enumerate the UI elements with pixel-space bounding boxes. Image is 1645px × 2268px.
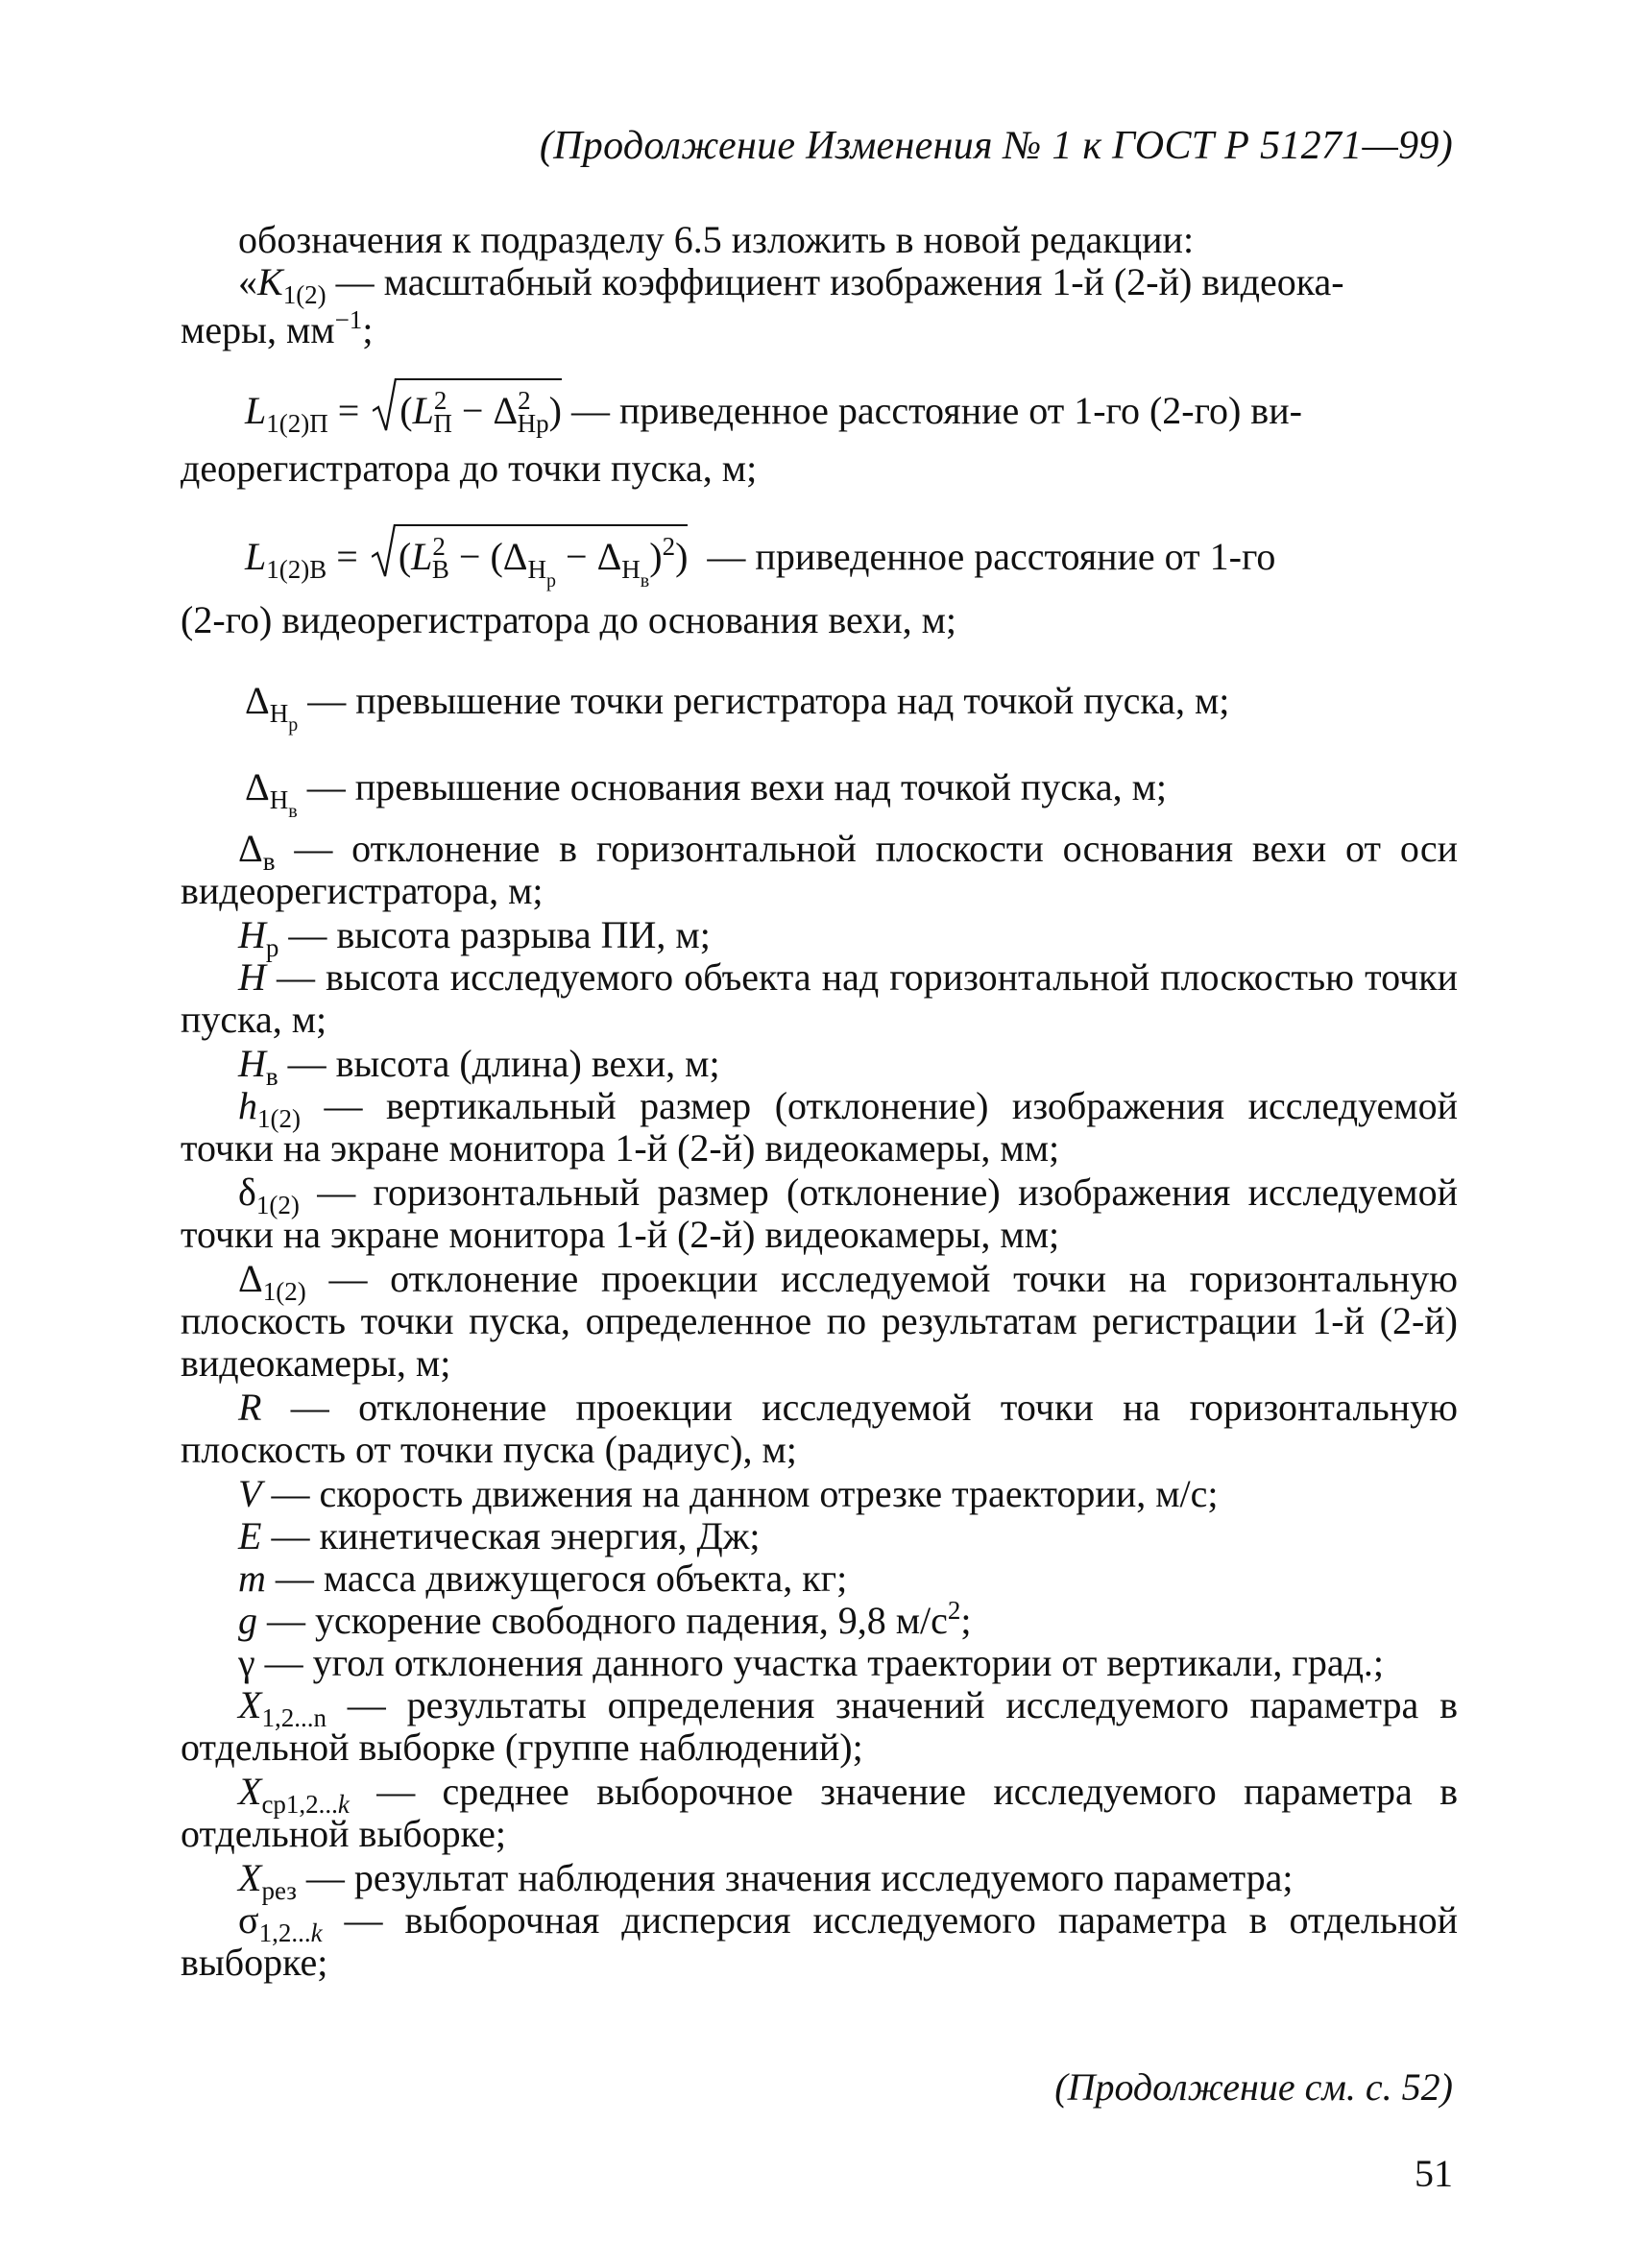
hp-definition: $H_р$ — высота разрыва ПИ, м;	[238, 913, 711, 962]
intro-line: обозначения к подразделу 6.5 изложить в новой редакции:	[238, 218, 1195, 261]
x12n-definition: $X_{1,2...n}$ — результаты определения значений исследуемого параметра в отдельной выборке (группе наблюдений);	[181, 1683, 1458, 1769]
hv-definition: $H_в$ — высота (длина) вехи, м;	[238, 1042, 720, 1091]
page-number: 51	[1415, 2152, 1453, 2195]
e-definition: E — кинетическая энергия, Дж;	[238, 1514, 761, 1557]
r-definition: R — отклонение проекции исследуемой точки на горизонтальную плоскость от точки пуска (радиус), м;	[181, 1386, 1458, 1471]
g-definition: g — ускорение свободного падения, 9,8 $м/с^2$;	[238, 1596, 972, 1642]
lp-formula: $L_{1(2)П}$ = $(L^2_П - \Delta^2_{Нр})$ — приведенное расстояние от 1-го (2-го) ви-	[245, 388, 1302, 433]
page-header: (Продолжение Изменения № 1 к ГОСТ Р 51271—99)	[539, 124, 1453, 168]
h-definition: H — высота исследуемого объекта над горизонтальной плоскостью точки пуска, м;	[181, 955, 1458, 1041]
gamma-definition: γ — угол отклонения данного участка траектории от вертикали, град.;	[238, 1641, 1385, 1684]
continuation-note: (Продолжение см. с. 52)	[1054, 2065, 1453, 2109]
v-definition: V — скорость движения на данном отрезке траектории, м/с;	[238, 1472, 1219, 1515]
dv-definition: $\Delta_в$ — отклонение в горизонтальной плоскости основания вехи от оси видеорегистратора, м;	[181, 827, 1458, 912]
dhr-definition: $\Delta_{Н_р}$ — превышение точки регистратора над точкой пуска, м;	[245, 679, 1230, 736]
Delta12-definition: $\Delta_{1(2)}$ — отклонение проекции исследуемой точки на горизонтальную плоскость точки пуска, определенное по результатам регистрации 1-й (2-й) видеокамеры, м;	[181, 1257, 1458, 1385]
m-definition: m — масса движущегося объекта, кг;	[238, 1556, 848, 1600]
k-definition: «$K_{1(2)}$ — масштабный коэффициент изображения 1-й (2-й) видеока-	[238, 260, 1344, 309]
delta12-definition: $\delta_{1(2)}$ — горизонтальный размер (отклонение) изображения исследуемой точки на экране монитора 1-й (2-й) видеокамеры, мм;	[181, 1170, 1458, 1256]
h12-definition: $h_{1(2)}$ — вертикальный размер (отклонение) изображения исследуемой точки на экране монитора 1-й (2-й) видеокамеры, мм;	[181, 1084, 1458, 1170]
k-definition-cont: меры, $мм^{-1}$;	[181, 305, 374, 351]
xcp-definition: $X_{ср1,2...k}$ — среднее выборочное значение исследуемого параметра в отдельной выборке;	[181, 1770, 1458, 1855]
lb-formula-cont: (2-го) видеорегистратора до основания вехи, м;	[181, 598, 957, 641]
lb-formula: $L_{1(2)В}$ = $(L^2_В - (\Delta_{Н_р} - \Delta_{Н_в})^2)$ — приведенное расстояние от 1-го	[245, 534, 1275, 581]
lp-formula-cont: деорегистратора до точки пуска, м;	[181, 446, 758, 490]
xrez-definition: $X_{рез}$ — результат наблюдения значения исследуемого параметра;	[238, 1856, 1294, 1905]
dhv-definition: $\Delta_{Н_в}$ — превышение основания вехи над точкой пуска, м;	[245, 765, 1168, 822]
sigma-definition: $\sigma_{1,2...k}$ — выборочная дисперсия исследуемого параметра в отдельной выборке;	[181, 1898, 1458, 1984]
